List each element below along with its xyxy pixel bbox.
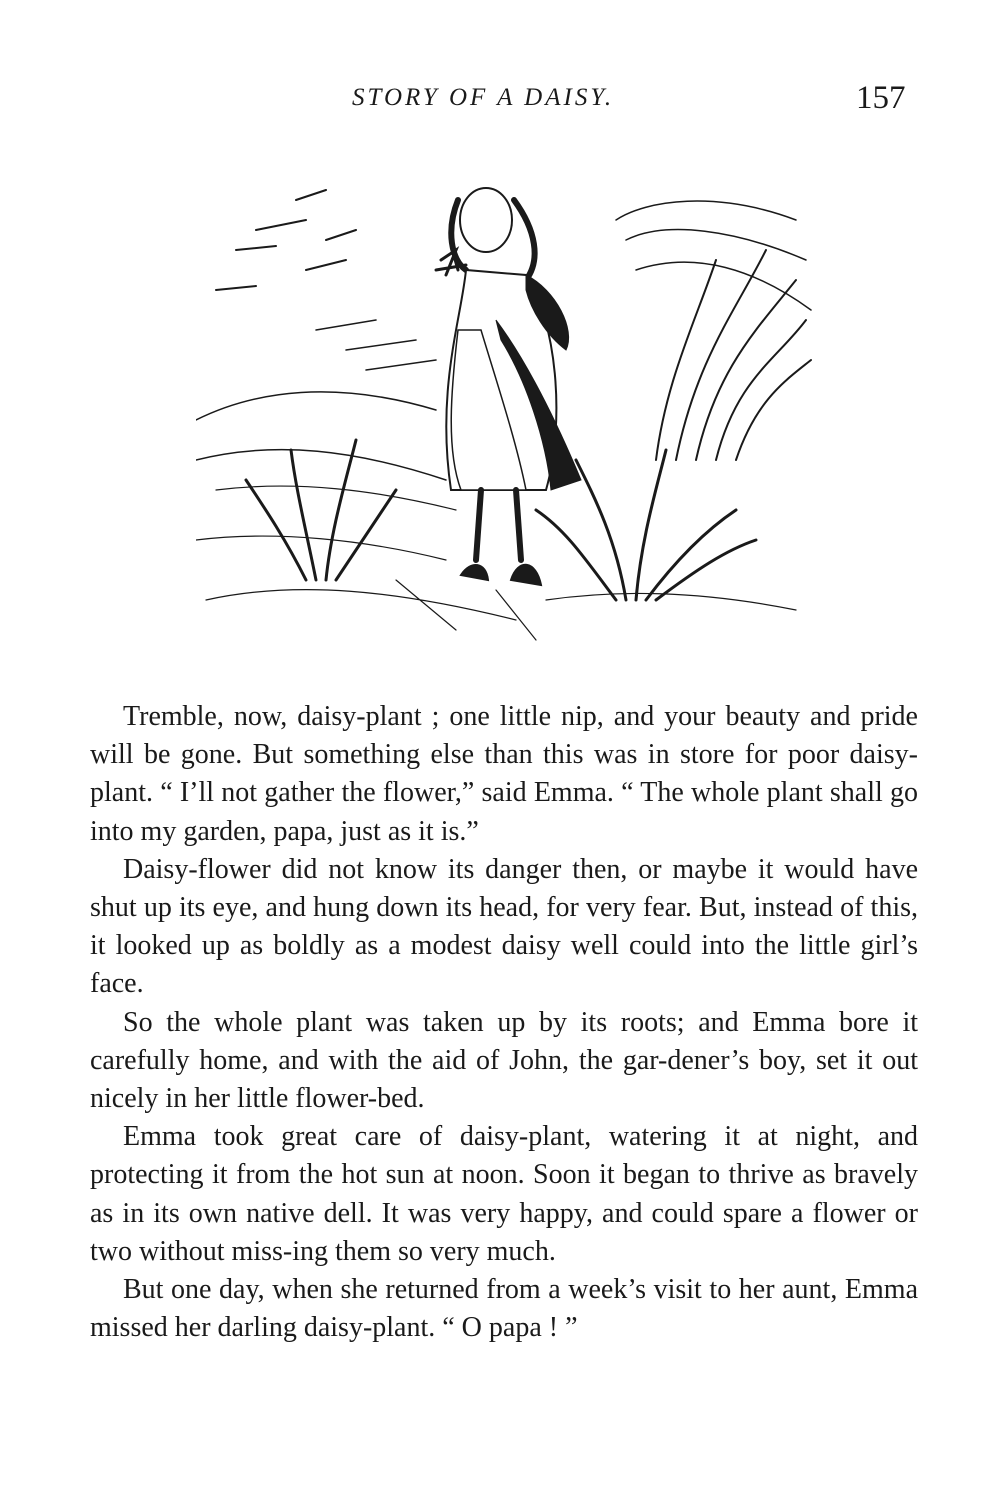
running-title: STORY OF A DAISY. [352, 84, 615, 111]
paragraph: Daisy-flower did not know its danger then, or maybe it would have shut up its eye, and hung down its head, for very fear. But, instead of this, it looked up as boldly as a modest daisy well could into the little girl’s face. [90, 853, 918, 1000]
body-text [90, 698, 918, 1347]
paragraph: But one day, when she returned from a week’s visit to her aunt, Emma missed her darling daisy-plant. “ O papa ! ” [90, 1274, 918, 1344]
paragraph: Emma took great care of daisy-plant, watering it at night, and protecting it from the hot sun at noon. Soon it began to thrive as bravely as in its own native dell. It was very happy, and could spare a flower or two without miss-ing them so very much. [90, 1121, 918, 1267]
page-number: 157 [856, 80, 906, 116]
paragraph: So the whole plant was taken up by its roots; and Emma bore it carefully home, and with the aid of John, the gar-dener’s boy, set it out nicely in her little flower-bed. [90, 1006, 918, 1115]
girl-with-daisy-engraving-icon [196, 160, 816, 660]
paragraph: Tremble, now, daisy-plant ; one little nip, and your beauty and pride will be gone. But something else than this was in store for poor daisy-plant. “ I’ll not gather the flower,” said Emma. “ The whole plant shall go into my garden, papa, just as it is.” [90, 701, 918, 847]
